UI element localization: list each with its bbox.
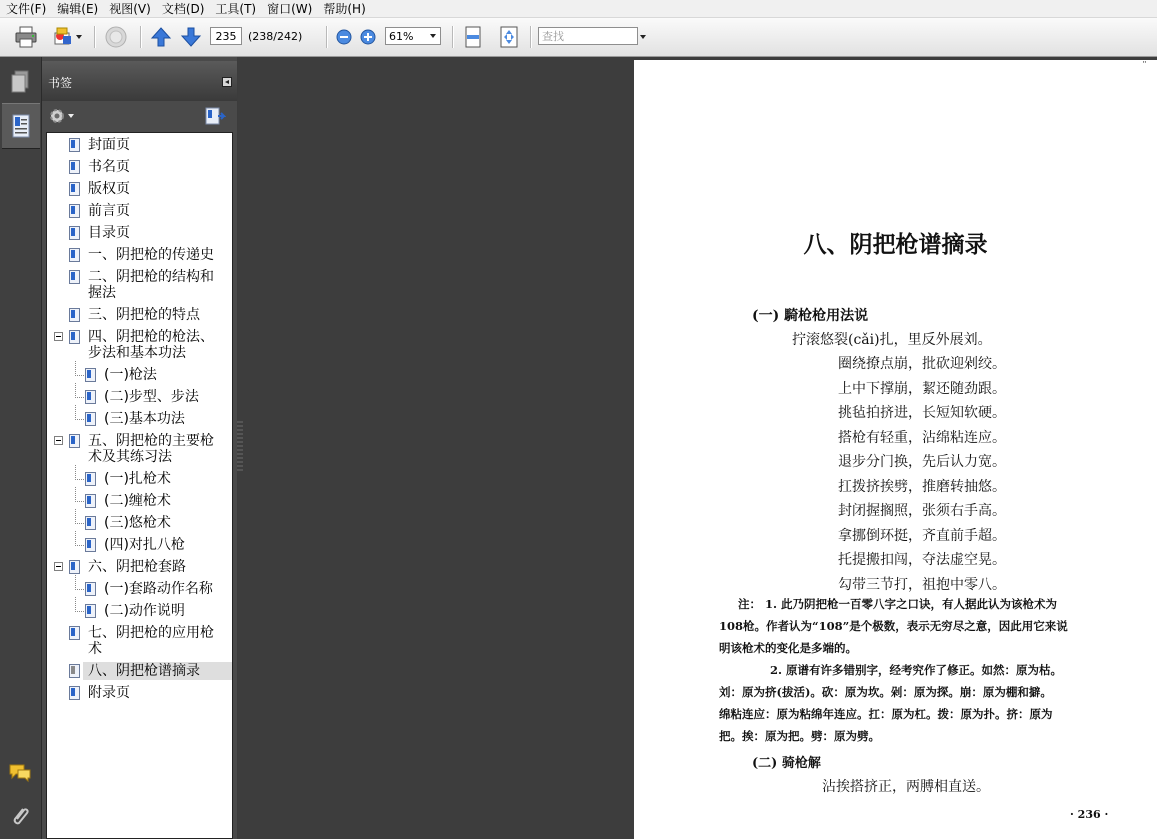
bookmark-label-continued: 术及其练习法 [88,449,172,465]
print-button[interactable] [12,24,40,50]
document-title: 八、阴把枪谱摘录 [803,231,988,258]
tree-connector [75,465,84,480]
note-line: 绵粘连应：原为粘绵年连应。扛：原为杠。拨：原为扑。挤：原为 [719,707,1053,721]
bookmark-item[interactable] [47,137,232,155]
menu-bar [0,0,1157,18]
new-bookmark-button[interactable] [204,106,226,126]
menu-document[interactable]: 文档(D) [161,2,205,16]
menu-file[interactable]: 文件(F) [6,2,47,16]
note-line: 明该枪术的变化是多端的。 [719,641,857,655]
zoom-value: 61% [389,29,414,43]
bookmark-icon [69,160,80,174]
poem-first-line: 拧滚悠裂(cǎi)扎，里反外展刘。 [792,332,992,348]
hand-icon [103,25,129,49]
pdf-page [634,60,1157,839]
zoom-out-icon [336,29,352,45]
toolbar [0,18,1157,57]
bookmark-item[interactable] [47,247,232,265]
bookmark-label: (二)动作说明 [104,603,185,619]
bookmark-label: (二)缠枪术 [104,493,171,509]
poem-line: 退步分门换，先后认力宽。 [838,454,1006,470]
bookmark-icon [85,368,96,382]
bookmark-icon [69,686,80,700]
toolbar-divider [326,26,328,48]
zoom-in-button[interactable] [358,24,378,50]
panel-title: 书签 [48,76,73,90]
bookmark-item[interactable] [47,537,232,555]
next-page-button[interactable] [178,24,204,50]
toolbar-divider [452,26,454,48]
collapse-toggle-icon[interactable] [54,332,63,341]
poem-line: 搭枪有轻重，沾绵粘连应。 [838,429,1006,446]
poem-line: 封闭握搁照，张须右手高。 [838,503,1006,519]
toolbar-divider [140,26,142,48]
bookmark-icon [85,516,96,530]
splitter-handle[interactable] [237,421,243,471]
bookmark-icon [69,330,80,344]
bookmark-item[interactable] [47,685,232,703]
menu-view[interactable]: 视图(V) [109,2,151,16]
bookmark-item[interactable] [47,663,232,681]
tree-connector [75,361,84,376]
gear-icon [48,107,76,125]
share-button[interactable] [48,24,86,50]
page-number-input[interactable]: 235 [210,27,242,45]
comment-icon [8,763,32,783]
find-options-button[interactable] [638,24,648,50]
menu-help[interactable]: 帮助(H) [323,2,366,16]
note-line: 2. 原谱有许多错别字，经考究作了修正。如然：原为枯。 [770,663,1063,677]
bookmark-label: (三)基本功法 [104,411,185,427]
tree-connector [75,405,84,420]
note-line: 注： 1. 此乃阴把枪一百零八字之口诀，有人据此认为该枪术为 [738,597,1058,611]
bookmark-icon [69,226,80,240]
toolbar-divider [94,26,96,48]
section-heading-2: (二) 骑枪解 [752,756,821,771]
bookmark-item[interactable] [47,625,232,659]
bookmark-item[interactable] [47,411,232,429]
bookmark-item[interactable] [47,159,232,177]
options-button[interactable] [48,107,76,125]
note-line: 把。挨：原为把。劈：原为劈。 [719,729,880,743]
bookmark-icon [69,308,80,322]
collapse-toggle-icon[interactable] [54,436,63,445]
fit-page-icon [499,26,519,48]
bookmark-tree [46,132,233,839]
page-count-label: (238/242) [248,30,303,43]
bookmark-icon [69,664,80,678]
bookmark-item[interactable] [47,433,232,467]
bookmark-icon [85,582,96,596]
bookmark-item[interactable] [47,269,232,303]
zoom-select[interactable] [385,27,441,45]
zoom-in-icon [360,29,376,45]
bookmark-panel-icon [10,113,32,139]
bookmark-item[interactable] [47,181,232,199]
zoom-out-button[interactable] [334,24,354,50]
navigation-strip [0,57,42,839]
bookmark-label: 版权页 [88,181,130,197]
tree-connector [75,597,84,612]
bookmarks-panel-button[interactable] [2,103,40,149]
printer-icon [14,26,38,48]
paperclip-icon [8,805,32,827]
poem-line: 扛拨挤挨劈，推磨转抽悠。 [838,478,1006,495]
bookmark-icon [69,626,80,640]
bookmark-label: 四、阴把枪的枪法、 [88,329,214,345]
bookmarks-panel [42,57,237,839]
arrow-up-icon [150,26,172,48]
bookmark-label: 前言页 [88,203,130,219]
bookmarks-panel-header [42,61,237,101]
chevron-down-icon [640,35,646,39]
menu-tools[interactable]: 工具(T) [215,2,257,16]
find-input[interactable]: 查找 [538,27,638,45]
bookmark-icon [69,182,80,196]
bookmark-icon [85,390,96,404]
collapse-panel-button[interactable] [222,77,232,87]
previous-page-button[interactable] [148,24,174,50]
bookmark-label: 附录页 [88,685,130,701]
poem-last-line: 沾挨搭挤正，两膊相直送。 [822,779,990,795]
comments-button[interactable] [8,763,32,783]
menu-edit[interactable]: 编辑(E) [57,2,99,16]
bookmark-label: (一)枪法 [104,367,157,383]
bookmark-label: (三)悠枪术 [104,515,171,531]
menu-window[interactable]: 窗口(W) [267,2,313,16]
tree-connector [75,487,84,502]
share-icon [52,26,76,48]
arrow-down-icon [180,26,202,48]
bookmark-label: (二)步型、步法 [104,389,199,405]
toolbar-divider [530,26,532,48]
bookmark-label: 七、阴把枪的应用枪 [88,625,214,641]
section-heading-1: (一) 騎枪枪用法说 [752,308,869,324]
page-number: · 236 · [1070,808,1109,821]
note-line: 108枪。作者认为“108”是个极数，表示无穷尽之意，因此用它来说 [719,619,1068,633]
bookmark-item[interactable] [47,329,232,363]
fit-page-button[interactable] [496,24,522,50]
bookmark-label: 二、阴把枪的结构和 [88,269,214,285]
poem-line: 拿挪倒环挺，齐直前手超。 [838,527,1006,544]
bookmark-icon [85,604,96,618]
fit-width-button[interactable] [460,24,486,50]
bookmarks-toolbar [42,102,237,130]
bookmark-icon [69,248,80,262]
tree-connector [75,383,84,398]
bookmark-label-continued: 步法和基本功法 [88,345,186,361]
poem-line: 挑毡拍挤进，长短知软硬。 [838,405,1006,421]
bookmark-icon [69,270,80,284]
bookmark-label: 一、阴把枪的传递史 [88,247,214,263]
tree-connector [75,509,84,524]
tree-connector [75,575,84,590]
collapse-toggle-icon[interactable] [54,562,63,571]
hand-tool-button[interactable] [102,24,130,50]
bookmark-icon [85,538,96,552]
pages-panel-button[interactable] [9,69,31,95]
new-bookmark-icon [204,106,226,126]
bookmark-label-continued: 术 [88,641,102,657]
chevron-down-icon [430,34,436,38]
pages-icon [9,69,31,95]
bookmark-label: (一)扎枪术 [104,471,171,487]
bookmark-item[interactable] [47,603,232,621]
bookmark-label: 三、阴把枪的特点 [88,307,200,323]
bookmark-item[interactable] [47,203,232,221]
bookmark-icon [69,204,80,218]
fit-width-icon [464,26,482,48]
bookmark-label: (四)对扎八枪 [104,537,185,553]
poem-line: 勾带三节打，祖抱中零八。 [838,576,1006,593]
bookmark-label: 封面页 [88,137,130,153]
tree-connector [75,531,84,546]
bookmark-label: 书名页 [88,159,130,175]
bookmark-icon [69,560,80,574]
poem-line: 托提搬扣闯，夺法虚空晃。 [838,552,1006,568]
bookmark-label: 六、阴把枪套路 [88,559,186,575]
bookmark-item[interactable] [47,307,232,325]
poem-line: 上中下撑崩，絜还随劲跟。 [838,380,1006,397]
chevron-down-icon [76,35,82,39]
bookmark-icon [85,472,96,486]
bookmark-label: 五、阴把枪的主要枪 [88,433,214,449]
bookmark-icon [69,434,80,448]
bookmark-label-continued: 握法 [88,285,116,301]
bookmark-icon [85,412,96,426]
page-corner-mark: ¨ [1142,61,1147,72]
bookmark-icon [69,138,80,152]
bookmark-label: 目录页 [88,225,130,241]
bookmark-item[interactable] [47,225,232,243]
bookmark-label: 八、阴把枪谱摘录 [88,663,200,679]
note-line: 刘：原为挤(拔活)。砍：原为坎。剁：原为探。崩：原为棚和擗。 [719,685,1052,699]
poem-line: 圈绕撩点崩，批砍迎剁绞。 [838,356,1006,372]
attachments-button[interactable] [8,805,32,825]
bookmark-icon [85,494,96,508]
bookmark-label: (一)套路动作名称 [104,581,213,597]
